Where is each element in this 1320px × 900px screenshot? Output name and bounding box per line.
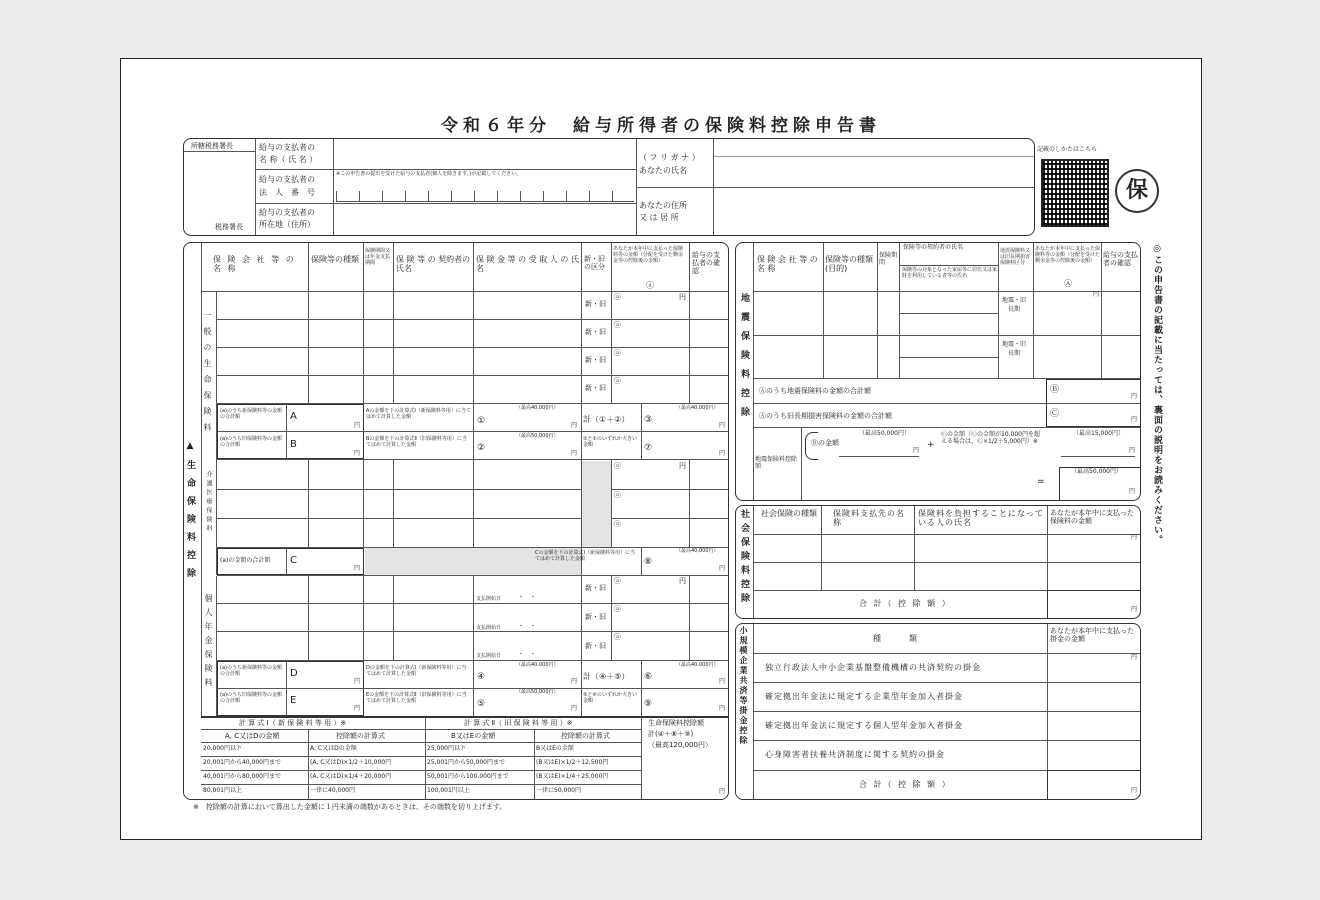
mark-4: ④	[477, 672, 486, 682]
b-max: （最高50,000円）	[859, 430, 910, 437]
qr-caption: 記載のしかたはこちら	[1037, 146, 1098, 153]
max-40-3: （最高40,000円）	[676, 405, 719, 411]
qr-code-icon[interactable]	[1041, 159, 1109, 227]
your-name-field[interactable]	[716, 159, 1032, 185]
mark-8: ⑧	[644, 557, 653, 567]
sum-d-yen: 円	[354, 678, 361, 685]
small-total-yen: 円	[1131, 787, 1138, 794]
quake-col-payer: 給与の支払者の確認	[1103, 251, 1138, 268]
sum-4-5: 計（④＋⑤）	[583, 672, 630, 681]
pension-a-mark-1: ⓐ	[614, 577, 621, 585]
f2-row2-range: 25,001円から50,000円まで	[427, 759, 505, 766]
life-total-label-1: 生命保険料控除額	[648, 719, 704, 727]
corp-no-label-2: 法 人 番 号	[259, 188, 315, 197]
yen-m8: 円	[719, 565, 726, 572]
quake-yen-c: 円	[1131, 416, 1138, 423]
calc-a-label: Aの金額を下の計算式Ⅰ（新保険料等用）に当てはめて計算した金額	[366, 408, 471, 420]
mark-b: Ⓑ	[1050, 385, 1060, 395]
quake-yen-b: 円	[1131, 393, 1138, 400]
quake-total-yen: 円	[1129, 488, 1136, 495]
f2-row1-range: 25,000円以下	[427, 745, 466, 752]
quake-col-amount-mark: Ⓐ	[1064, 279, 1072, 288]
pension-newold-1[interactable]: 新・旧	[585, 584, 606, 592]
quake-col-amount: あなたが本年中に支払った保険料等の金額（分配を受けた剰余金等の控除後の金額）	[1035, 246, 1101, 264]
formula2-col3: B又はEの金額	[451, 732, 496, 740]
yen-m2: 円	[571, 450, 578, 457]
mark-5: ⑤	[477, 699, 486, 709]
f2-row3-range: 50,001円から100,000円まで	[427, 773, 509, 780]
life-col-period: 保険期間又は年金支払期間	[365, 248, 391, 266]
your-address-label-2: 又 は 居 所	[639, 213, 679, 222]
social-col-person: 保険料を負担することになっている人の氏名	[918, 509, 1044, 528]
old-sum-label: Ⓐのうち旧長期損害保険料の金額の合計額	[759, 412, 892, 420]
formula1-col2: 控除額の計算式	[336, 732, 385, 740]
mark-1: ①	[477, 416, 486, 426]
max-40-1: （最高40,000円）	[516, 405, 559, 411]
mark-c: Ⓒ	[1050, 409, 1060, 419]
life-col-payer: 給与の支払者の確認	[692, 251, 720, 276]
calc-b-label: Bの金額を下の計算式Ⅱ（旧保険料等用）に当てはめて計算した金額	[366, 436, 467, 448]
bigger-2-3: ②と①のいずれか大きい金額	[583, 436, 637, 448]
general-yen-1: 円	[679, 293, 686, 301]
your-address-field[interactable]	[716, 190, 1032, 234]
payer-name-field[interactable]	[336, 141, 634, 167]
pension-newold-2[interactable]: 新・旧	[585, 613, 606, 621]
sum-c-mark: C	[290, 555, 297, 566]
mark-9: ⑨	[644, 699, 653, 709]
sum-d-mark: D	[290, 668, 298, 679]
general-a-mark-2: ⓐ	[614, 321, 621, 329]
sum-1-2: 計（①＋②）	[583, 415, 630, 424]
life-col-amount: あなたが本年中に支払った保険料等の金額（分配を受けた剰余金等の控除後の金額）	[613, 246, 684, 264]
life-col-newold: 新・旧の区分	[584, 255, 605, 272]
your-name-label: あなたの氏名	[639, 166, 687, 175]
sum-a-mark: A	[290, 411, 297, 422]
pension-yen-1: 円	[679, 577, 686, 585]
sum-b-mark: B	[290, 439, 297, 450]
f1-row4-calc: 一律に40,000円	[310, 787, 355, 794]
life-total-label-2: 計(④＋⑧＋⑨)	[648, 730, 694, 738]
general-a-mark-1: ⓐ	[614, 293, 621, 301]
sum-a-yen: 円	[354, 422, 361, 429]
small-total-field[interactable]	[1049, 772, 1129, 797]
corp-number-field[interactable]	[336, 181, 634, 202]
life-total-field[interactable]	[643, 753, 727, 797]
footnote: ※ 控除額の計算において算出した金額に１円未満の端数があるときは、その端数を切り上げます。	[193, 803, 507, 811]
yen-m5: 円	[571, 705, 578, 712]
sum-b-yen: 円	[354, 450, 361, 457]
small-col-amount: あなたが本年中に支払った掛金の金額	[1050, 627, 1134, 644]
small-item-1: 独立行政法人中小企業基盤整備機構の共済契約の掛金	[765, 663, 981, 672]
quake-section-label: 地震保険料控除	[739, 293, 749, 426]
small-total-label: 合 計（ 控 除 額 ）	[859, 780, 952, 789]
general-a-mark-4: ⓐ	[614, 377, 621, 385]
sum-d-label: (a)のうち新保険料等の金額の合計額	[220, 665, 282, 677]
yen-m1: 円	[571, 422, 578, 429]
corp-no-note: ※この申告書の提出を受けた給与の支払者(個人を除きます。)が記載してください。	[336, 171, 522, 177]
b-amount-label: Ⓑの金額	[811, 439, 839, 447]
general-newold-3[interactable]: 新・旧	[585, 356, 606, 364]
pay-start-2: 支払開始日	[476, 625, 502, 631]
yen-m7: 円	[719, 450, 726, 457]
small-item-4: 心身障害者扶養共済制度に関する契約の掛金	[765, 750, 945, 759]
general-newold-2[interactable]: 新・旧	[585, 328, 606, 336]
small-item-2: 確定拠出年金法に規定する企業型年金加入者掛金	[765, 692, 963, 701]
f1-row1-calc: A, C又はDの金額	[310, 745, 357, 752]
small-section-label: 小規模企業共済等掛金控除	[739, 626, 748, 746]
care-a-mark-2: ⓐ	[614, 491, 621, 499]
social-col-kind: 社会保険の種類	[761, 509, 817, 518]
life-general-label: 一般の生命保険料	[203, 311, 212, 439]
quake-sum-label: Ⓐのうち地震保険料の金額の合計額	[759, 387, 871, 395]
stamp-ho-icon: 保	[1115, 169, 1159, 213]
care-a-mark-1: ⓐ	[614, 462, 621, 470]
yen-m3: 円	[719, 422, 726, 429]
sum-e-mark: E	[290, 695, 297, 706]
calc-d-label: Dの金額を下の計算式Ⅰ（新保険料等用）に当てはめて計算した金額	[366, 665, 467, 677]
furigana-label: （ フ リ ガ ナ ）	[639, 153, 700, 162]
quake-type-option-1[interactable]: 地震・旧長期	[1001, 297, 1026, 313]
address-label-2: 所在地（住所）	[259, 220, 315, 229]
life-col-company: 保 険 会 社 等 の 名 称	[213, 255, 296, 274]
pay-start-3: 支払開始日	[476, 653, 502, 659]
general-a-mark-3: ⓐ	[614, 349, 621, 357]
formula2-title: 計 算 式 Ⅱ（ 旧 保 険 料 等 用 ）※	[464, 719, 573, 727]
b-yen: 円	[913, 447, 920, 454]
max-40-8: （最高40,000円）	[676, 548, 719, 554]
f1-row3-calc: (A, C又はD)×1/4＋20,000円	[310, 773, 392, 780]
life-pension-label: 個人年金保険料	[204, 594, 213, 692]
social-total-label: 合 計（ 控 除 額 ）	[859, 599, 952, 608]
quake-col-kind: 保険等の種類(目的)	[825, 255, 873, 274]
life-col-kind: 保険等の種類	[311, 255, 359, 264]
c-yen: 円	[1129, 447, 1136, 454]
quake-col-company: 保 険 会 社 等 の 名 称	[757, 255, 818, 274]
max-50-5: （最高50,000円）	[516, 689, 559, 695]
social-section-label: 社会保険料控除	[739, 509, 749, 607]
f1-row4-range: 80,001円以上	[203, 787, 242, 794]
formula2-col4: 控除額の計算式	[561, 732, 610, 740]
care-yen-1: 円	[679, 462, 686, 470]
f2-row4-range: 100,001円以上	[427, 787, 470, 794]
f2-row4-calc: 一律に50,000円	[536, 787, 581, 794]
care-a-mark-3: ⓐ	[614, 520, 621, 528]
social-total-yen: 円	[1131, 606, 1138, 613]
mark-6: ⑥	[644, 672, 653, 682]
mark-7: ⑦	[644, 443, 653, 453]
max-40-4: （最高40,000円）	[516, 662, 559, 668]
social-yen-1: 円	[1131, 534, 1138, 541]
quake-total-max: （最高50,000円）	[1071, 468, 1122, 475]
life-section-label: ▲生命保険料控除	[185, 441, 195, 586]
sum-b-label: (a)のうち旧保険料等の金額の合計額	[220, 436, 282, 448]
form-title: 令和６年分 給与所得者の保険料控除申告書	[441, 116, 881, 136]
pay-start-dots-3: ・ ・	[518, 651, 537, 658]
life-care-label: 介護医療保険料	[205, 471, 212, 534]
tax-office-suffix: 税務署長	[215, 223, 243, 231]
f1-row2-range: 20,001円から40,000円まで	[203, 759, 281, 766]
social-total-field[interactable]	[1049, 592, 1129, 616]
small-col-kind: 種 類	[873, 634, 921, 643]
social-col-amount: あなたが本年中に支払った保険料の金額	[1050, 509, 1134, 526]
pension-a-mark-2: ⓐ	[614, 605, 621, 613]
sum-c-yen: 円	[354, 565, 361, 572]
mark-2: ②	[477, 443, 486, 453]
max-50-1: （最高50,000円）	[516, 433, 559, 439]
general-newold-1[interactable]: 新・旧	[585, 300, 606, 308]
quake-yen-1: 円	[1093, 291, 1100, 298]
quake-col-target: 保険等の対象となった家屋等に居住又は家財を利用している者等の氏名	[902, 267, 998, 279]
formula1-title: 計 算 式 Ⅰ（ 新 保 険 料 等 用 ）※	[239, 719, 347, 727]
life-col-amount-mark: ⓐ	[646, 281, 654, 290]
sum-e-yen: 円	[354, 705, 361, 712]
tax-office-label: 所轄税務署長	[191, 142, 233, 150]
quake-type-option-2[interactable]: 地震・旧長期	[1001, 341, 1026, 357]
sum-a-label: (a)のうち新保険料等の金額の合計額	[220, 408, 282, 420]
equals-icon: =	[1037, 477, 1045, 487]
f2-row2-calc: (B又はE)×1/2＋12,500円	[536, 759, 609, 766]
your-address-label-1: あなたの住所	[639, 201, 687, 210]
corp-no-label-1: 給与の支払者の	[259, 175, 315, 184]
life-total-label-3: （最高120,000円）	[648, 741, 712, 749]
pay-start-dots-1: ・ ・	[518, 594, 537, 601]
calc-c-label: Cの金額を下の計算式Ⅰ（新保険料等用）に当てはめて計算した金額	[535, 550, 635, 562]
pay-start-dots-2: ・ ・	[518, 623, 537, 630]
f2-row3-calc: (B又はE)×1/4＋25,000円	[536, 773, 609, 780]
f1-row3-range: 40,001円から80,000円まで	[203, 773, 281, 780]
address-label-1: 給与の支払者の	[259, 208, 315, 217]
payer-name-label-2: 名 称（ 氏 名 ）	[259, 155, 318, 164]
quake-col-contractor: 保険等の契約者の氏名	[903, 244, 964, 251]
quake-col-period: 保険期間	[879, 252, 898, 266]
c-max: （最高15,000円）	[1073, 430, 1124, 437]
f1-row1-range: 20,000円以下	[203, 745, 242, 752]
side-note: ◎この申告書の記載に当たっては、裏面の説明をお読みください。	[1152, 244, 1162, 545]
sum-c-label: (a)の金額の合計額	[220, 557, 271, 564]
yen-m9: 円	[719, 705, 726, 712]
social-col-payee: 保険料支払先の名称	[833, 509, 905, 528]
general-newold-4[interactable]: 新・旧	[585, 384, 606, 392]
quake-deduct-label: 地震保険料控除額	[755, 456, 798, 470]
calc-e-label: Eの金額を下の計算式Ⅱ（旧保険料等用）に当てはめて計算した金額	[366, 692, 467, 704]
care-shaded-cell	[582, 461, 611, 547]
formula1-col1: A, C又はDの金額	[225, 732, 280, 740]
c-calc-label: Ⓒの金額（Ⓒの金額が10,000円を超える場合は、Ⓒ×1/2＋5,000円）※	[941, 431, 1040, 445]
mark-3: ③	[644, 415, 653, 425]
tax-form-sheet	[120, 58, 1202, 840]
f1-row2-calc: (A, C又はD)×1/2＋10,000円	[310, 759, 392, 766]
life-col-contractor: 保 険 等 の 契約者の氏名	[396, 255, 471, 274]
small-item-3: 確定拠出年金法に規定する個人型年金加入者掛金	[765, 721, 963, 730]
pay-start-1: 支払開始日	[476, 596, 502, 602]
f2-row1-calc: B又はEの金額	[536, 745, 574, 752]
max-40-6: （最高40,000円）	[676, 662, 719, 668]
plus-icon: +	[927, 440, 935, 450]
life-col-beneficiary: 保 険 金 等 の 受 取 人 の 氏 名	[476, 255, 579, 274]
small-yen-1: 円	[1131, 654, 1138, 661]
quake-col-type: 地震保険料又は旧長期損害保険料区分	[1000, 248, 1031, 266]
yen-m6: 円	[719, 678, 726, 685]
pension-a-mark-3: ⓐ	[614, 633, 621, 641]
yen-m4: 円	[571, 678, 578, 685]
sum-e-label: (a)のうち旧保険料等の金額の合計額	[220, 692, 282, 704]
payer-name-label-1: 給与の支払者の	[259, 143, 315, 152]
life-total-yen: 円	[719, 788, 726, 795]
bigger-5-6: ⑤と④のいずれか大きい金額	[583, 692, 637, 704]
pension-newold-3[interactable]: 新・旧	[585, 642, 606, 650]
